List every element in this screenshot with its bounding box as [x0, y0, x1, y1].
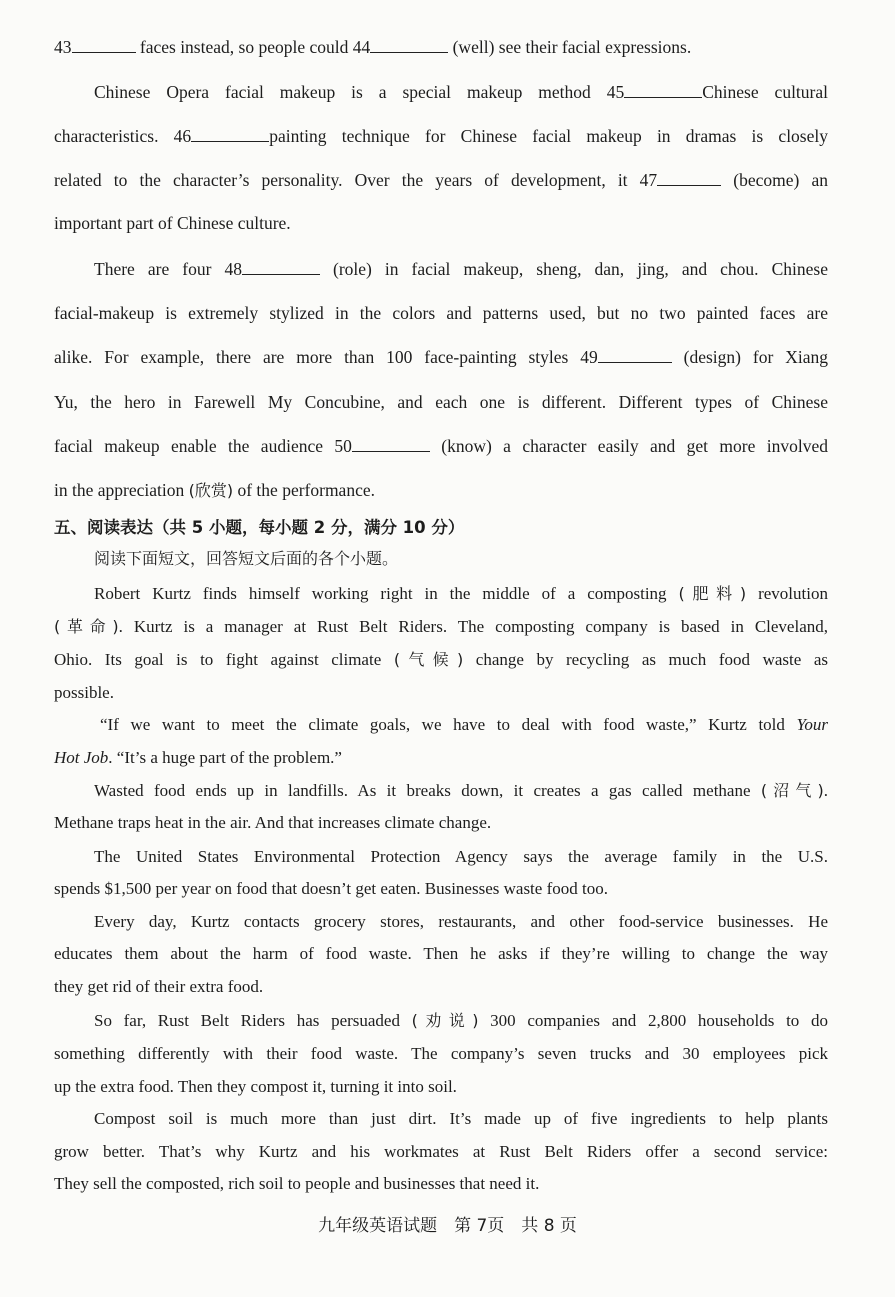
cloze-line-10: facial makeup enable the audience 50 (know) a character easily and get more involved [54, 436, 828, 456]
passage-p6-line3: up the extra food. Then they compost it, turning it into soil. [54, 1077, 457, 1096]
section-heading: 五、阅读表达（共 5 小题，每小题 2 分，满分 10 分） [54, 518, 465, 537]
passage-p7-line1: Compost soil is much more than just dirt. It’s made up of five ingredients to help plants [94, 1109, 828, 1128]
section-instruction: 阅读下面短文，回答短文后面的各个小题。 [94, 549, 399, 568]
passage-p3-line2: Methane traps heat in the air. And that increases climate change. [54, 813, 492, 832]
blank-48[interactable] [242, 258, 320, 275]
cloze-line-4: related to the character’s personality. Over the years of development, it 47 (become) an [54, 170, 828, 190]
blank-49[interactable] [598, 346, 672, 363]
passage-p1-line2: (革命). Kurtz is a manager at Rust Belt Riders. The composting company is based in Cleveland, [54, 617, 828, 636]
passage-p5-line2: educates them about the harm of food waste. Then he asks if they’re willing to change the way [54, 944, 828, 963]
cloze-line-7: facial-makeup is extremely stylized in the colors and patterns used, but no two painted faces are [54, 303, 828, 323]
passage-p5-line1: Every day, Kurtz contacts grocery stores, restaurants, and other food-service businesses. He [94, 912, 828, 931]
cloze-line-8: alike. For example, there are more than 100 face-painting styles 49 (design) for Xiang [54, 347, 828, 367]
blank-46[interactable] [191, 125, 269, 142]
blank-43[interactable] [72, 36, 136, 53]
passage-p1-line4: possible. [54, 683, 114, 702]
cloze-line-1: 43 faces instead, so people could 44 (well) see their facial expressions. [54, 37, 692, 57]
cloze-line-6: There are four 48 (role) in facial makeup, sheng, dan, jing, and chou. Chinese [94, 259, 828, 279]
page-footer: 九年级英语试题 第 7页 共 8 页 [318, 1216, 577, 1236]
passage-p1-line1: Robert Kurtz finds himself working right in the middle of a composting (肥料) revolution [94, 584, 828, 603]
passage-p7-line3: They sell the composted, rich soil to people and businesses that need it. [54, 1174, 540, 1193]
passage-p1-line3: Ohio. Its goal is to fight against climate (气候) change by recycling as much food waste as [54, 650, 828, 669]
passage-p4-line1: The United States Environmental Protection Agency says the average family in the U.S. [94, 847, 828, 866]
blank-45[interactable] [624, 81, 702, 98]
cloze-line-2: Chinese Opera facial makeup is a special makeup method 45 Chinese cultural [94, 82, 828, 102]
blank-50[interactable] [352, 435, 430, 452]
passage-p2-line1: “If we want to meet the climate goals, we have to deal with food waste,” Kurtz told Your [100, 715, 828, 734]
passage-p3-line1: Wasted food ends up in landfills. As it breaks down, it creates a gas called methane (沼气). [94, 781, 828, 800]
passage-p2-line2: Hot Job. “It’s a huge part of the problem.” [54, 748, 342, 767]
cloze-line-9: Yu, the hero in Farewell My Concubine, and each one is different. Different types of Chinese [54, 392, 828, 412]
passage-p6-line2: something differently with their food waste. The company’s seven trucks and 30 employees pick [54, 1044, 828, 1063]
blank-44[interactable] [370, 36, 448, 53]
cloze-line-5: important part of Chinese culture. [54, 213, 291, 233]
cloze-line-3: characteristics. 46 painting technique for Chinese facial makeup in dramas is closely [54, 126, 829, 146]
passage-p6-line1: So far, Rust Belt Riders has persuaded (劝说) 300 companies and 2,800 households to do [94, 1011, 828, 1030]
passage-p5-line3: they get rid of their extra food. [54, 977, 264, 996]
passage-p7-line2: grow better. That’s why Kurtz and his workmates at Rust Belt Riders offer a second service: [54, 1142, 828, 1161]
cloze-line-11: in the appreciation (欣赏) of the performance. [54, 480, 375, 500]
blank-47[interactable] [657, 169, 721, 186]
passage-p4-line2: spends $1,500 per year on food that doesn’t get eaten. Businesses waste food too. [54, 879, 608, 898]
